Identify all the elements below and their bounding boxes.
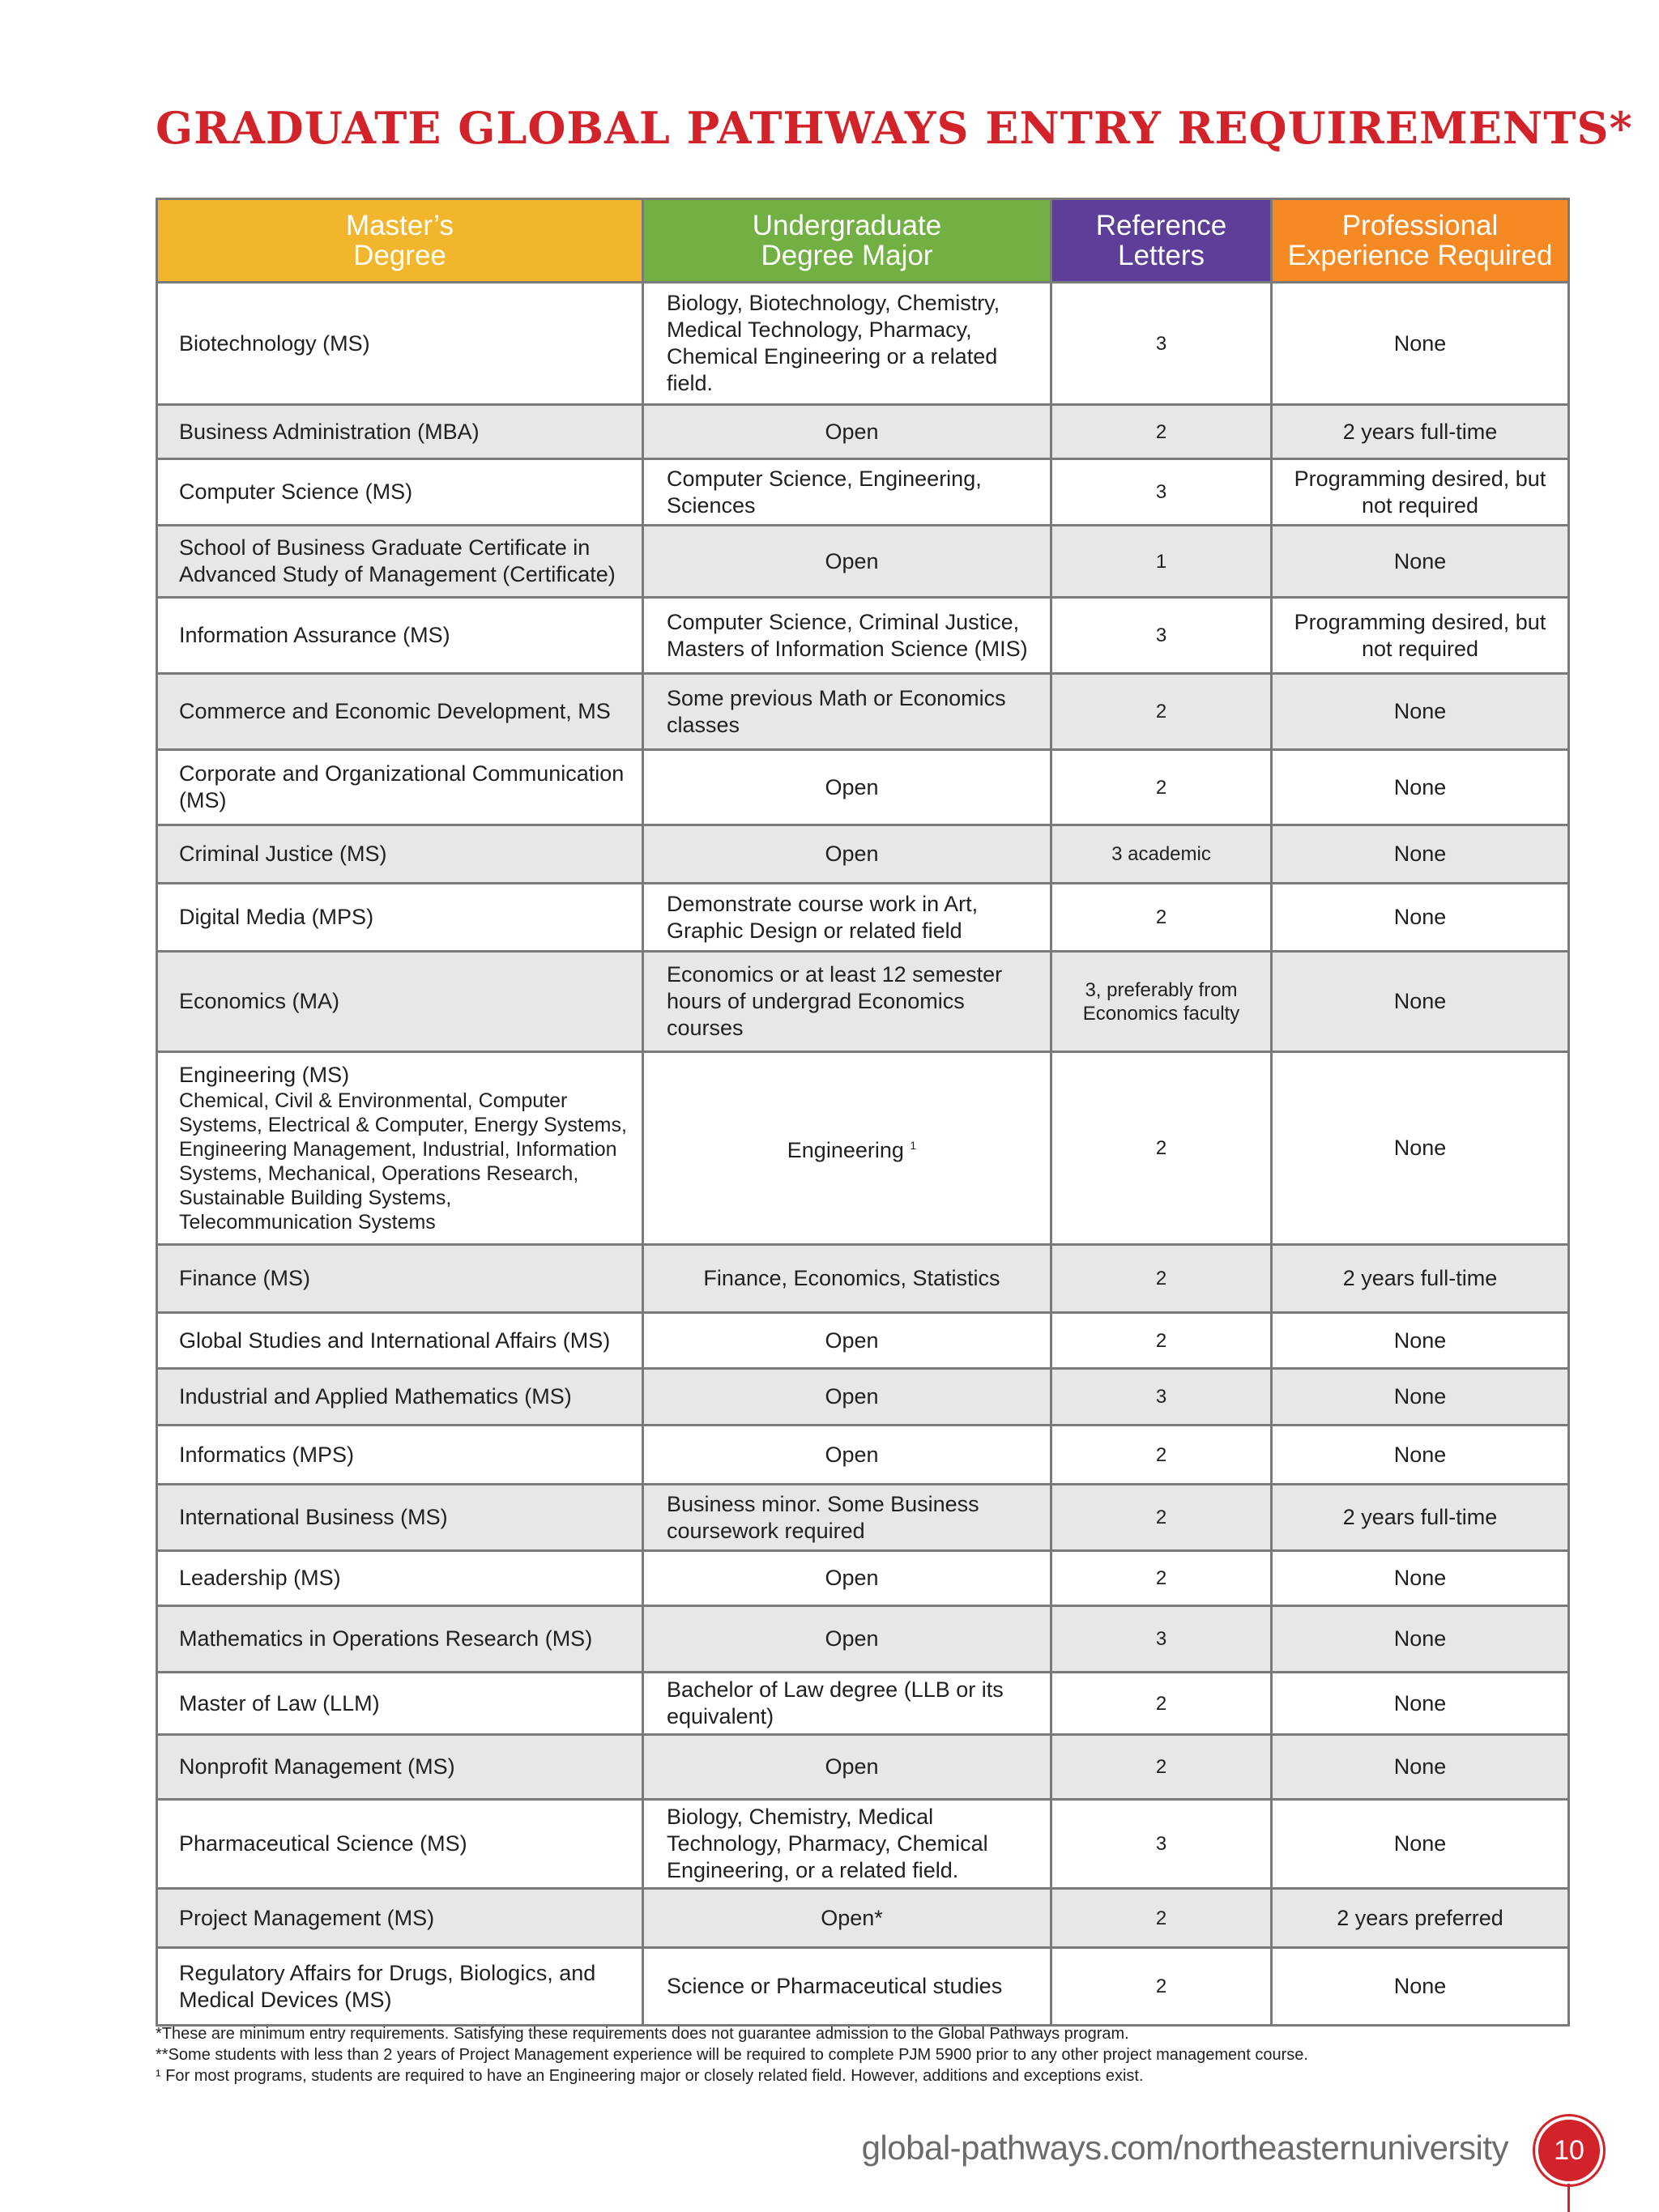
cell-undergraduate-major: [643, 1948, 1051, 2026]
degree-name: Project Management (MS): [179, 1905, 435, 1930]
requirements-table: [156, 198, 1570, 2027]
cell-undergraduate-major: [643, 1052, 1051, 1245]
degree-name: Informatics (MPS): [179, 1442, 355, 1467]
cell-masters-degree: [157, 526, 643, 598]
footnote: *These are minimum entry requirements. Satisfying these requirements does not guarantee admission to the Global Pathways program.: [156, 2025, 1129, 2043]
cell-masters-degree: [157, 825, 643, 884]
cell-professional-experience: None: [1272, 952, 1569, 1052]
major-text: Computer Science, Engineering, Sciences: [667, 466, 982, 518]
page-number-line: [1567, 2184, 1570, 2212]
cell-undergraduate-major: [643, 1369, 1051, 1426]
major-text: Open: [825, 774, 879, 799]
table-row: [157, 1485, 1569, 1551]
footer-url: global-pathways.com/northeasternuniversity: [861, 2129, 1508, 2167]
cell-masters-degree: [157, 750, 643, 825]
cell-masters-degree: [157, 1673, 643, 1735]
cell-professional-experience: None: [1272, 825, 1569, 884]
header-text: Letters: [1118, 240, 1205, 271]
cell-professional-experience: 2 years full-time: [1272, 1485, 1569, 1551]
cell-undergraduate-major: [643, 283, 1051, 405]
cell-reference-letters: 3, preferably from Economics faculty: [1051, 952, 1272, 1052]
cell-undergraduate-major: [643, 1673, 1051, 1735]
cell-masters-degree: [157, 1245, 643, 1313]
cell-undergraduate-major: [643, 884, 1051, 952]
cell-masters-degree: [157, 459, 643, 526]
table-row: [157, 283, 1569, 405]
table-row: [157, 1052, 1569, 1245]
cell-professional-experience: None: [1272, 1551, 1569, 1606]
footnotes: [156, 2023, 1567, 2086]
header-text: Professional: [1341, 210, 1499, 241]
cell-undergraduate-major: [643, 459, 1051, 526]
cell-masters-degree: [157, 1889, 643, 1948]
table-row: [157, 952, 1569, 1052]
cell-professional-experience: None: [1272, 1369, 1569, 1426]
table-row: [157, 1313, 1569, 1369]
cell-undergraduate-major: [643, 1485, 1051, 1551]
header-text: Reference: [1095, 210, 1227, 241]
cell-reference-letters: 3: [1051, 598, 1272, 674]
cell-masters-degree: [157, 1052, 643, 1245]
page-number-badge: 10: [1535, 2116, 1603, 2184]
degree-name: Business Administration (MBA): [179, 419, 480, 444]
cell-undergraduate-major: [643, 825, 1051, 884]
cell-masters-degree: [157, 952, 643, 1052]
cell-professional-experience: None: [1272, 1735, 1569, 1800]
cell-undergraduate-major: [643, 750, 1051, 825]
requirements-table-container: [156, 198, 1567, 2027]
cell-reference-letters: 2: [1051, 1551, 1272, 1606]
degree-name: Computer Science (MS): [179, 479, 413, 504]
header-text: Undergraduate: [752, 210, 942, 241]
cell-professional-experience: None: [1272, 1426, 1569, 1485]
major-text: Open: [825, 1384, 879, 1409]
cell-professional-experience: None: [1272, 674, 1569, 750]
footnote: **Some students with less than 2 years of Project Management experience will be required to complete PJM 5900 prior to any other project management course.: [156, 2046, 1308, 2064]
degree-name: Global Studies and International Affairs (MS): [179, 1328, 611, 1353]
cell-reference-letters: 2: [1051, 1313, 1272, 1369]
degree-name: Leadership (MS): [179, 1566, 341, 1590]
cell-professional-experience: 2 years preferred: [1272, 1889, 1569, 1948]
cell-professional-experience: None: [1272, 1800, 1569, 1889]
table-row: [157, 598, 1569, 674]
cell-professional-experience: None: [1272, 884, 1569, 952]
cell-undergraduate-major: [643, 1245, 1051, 1313]
major-text: Biology, Chemistry, Medical Technology, Pharmacy, Chemical Engineering, or a related field.: [667, 1805, 988, 1882]
cell-masters-degree: [157, 674, 643, 750]
cell-reference-letters: 2: [1051, 1485, 1272, 1551]
major-text: Open: [825, 419, 879, 444]
major-text: Engineering: [787, 1138, 904, 1162]
cell-professional-experience: None: [1272, 526, 1569, 598]
degree-name: Pharmaceutical Science (MS): [179, 1831, 467, 1856]
cell-reference-letters: 2: [1051, 1673, 1272, 1735]
table-header-row: [157, 199, 1569, 283]
cell-reference-letters: 2: [1051, 1735, 1272, 1800]
major-text: Open: [825, 1566, 879, 1590]
degree-name: Economics (MA): [179, 989, 340, 1013]
cell-reference-letters: 1: [1051, 526, 1272, 598]
cell-professional-experience: None: [1272, 750, 1569, 825]
cell-masters-degree: [157, 1606, 643, 1673]
degree-name: International Business (MS): [179, 1505, 448, 1529]
cell-reference-letters: 2: [1051, 674, 1272, 750]
cell-masters-degree: [157, 1313, 643, 1369]
cell-professional-experience: None: [1272, 283, 1569, 405]
degree-name: Engineering (MS): [179, 1063, 350, 1087]
degree-concentrations: Chemical, Civil & Environmental, Computer Systems, Electrical & Computer, Energy Systems, Engineering Management, Industrial, Information Systems, Mechanical, Operations Research, Sustainable Building Systems, Telecommunication Systems: [179, 1089, 627, 1234]
cell-reference-letters: 3 academic: [1051, 825, 1272, 884]
degree-name: Biotechnology (MS): [179, 330, 370, 356]
cell-undergraduate-major: [643, 674, 1051, 750]
major-text: Bachelor of Law degree (LLB or its equivalent): [667, 1677, 1004, 1728]
degree-name: School of Business Graduate Certificate in Advanced Study of Management (Certificate): [179, 535, 616, 586]
cell-professional-experience: None: [1272, 1606, 1569, 1673]
table-body: [157, 283, 1569, 2026]
table-row: [157, 1735, 1569, 1800]
table-row: [157, 405, 1569, 459]
cell-undergraduate-major: [643, 1313, 1051, 1369]
table-row: [157, 526, 1569, 598]
header-text: Degree: [353, 240, 446, 271]
degree-name: Finance (MS): [179, 1266, 311, 1290]
cell-reference-letters: 2: [1051, 884, 1272, 952]
table-row: [157, 1245, 1569, 1313]
cell-professional-experience: Programming desired, but not required: [1272, 598, 1569, 674]
footnote: ¹ For most programs, students are required to have an Engineering major or closely related field. However, additions and exceptions exist.: [156, 2067, 1144, 2085]
header-text: Degree Major: [761, 240, 933, 271]
cell-reference-letters: 2: [1051, 1245, 1272, 1313]
major-text: Open: [825, 842, 879, 866]
major-text: Open: [825, 1442, 879, 1467]
cell-professional-experience: None: [1272, 1948, 1569, 2026]
cell-masters-degree: [157, 1426, 643, 1485]
footnote-marker: 1: [910, 1139, 917, 1152]
cell-professional-experience: None: [1272, 1052, 1569, 1245]
table-row: [157, 459, 1569, 526]
cell-masters-degree: [157, 1948, 643, 2026]
cell-reference-letters: 3: [1051, 1606, 1272, 1673]
cell-reference-letters: 3: [1051, 1369, 1272, 1426]
table-row: [157, 1606, 1569, 1673]
cell-reference-letters: 2: [1051, 1889, 1272, 1948]
degree-name: Industrial and Applied Mathematics (MS): [179, 1384, 572, 1409]
degree-name: Digital Media (MPS): [179, 905, 374, 929]
cell-professional-experience: Programming desired, but not required: [1272, 459, 1569, 526]
cell-undergraduate-major: [643, 1426, 1051, 1485]
degree-name: Master of Law (LLM): [179, 1690, 380, 1715]
cell-masters-degree: [157, 1800, 643, 1889]
cell-professional-experience: None: [1272, 1313, 1569, 1369]
table-row: [157, 825, 1569, 884]
table-row: [157, 1948, 1569, 2026]
header-reference-letters: [1051, 199, 1272, 283]
cell-undergraduate-major: [643, 952, 1051, 1052]
cell-undergraduate-major: [643, 598, 1051, 674]
page-title: GRADUATE GLOBAL PATHWAYS ENTRY REQUIREMENTS*: [156, 102, 1633, 154]
degree-name: Corporate and Organizational Communication (MS): [179, 761, 625, 812]
cell-undergraduate-major: [643, 1889, 1051, 1948]
cell-reference-letters: 3: [1051, 459, 1272, 526]
cell-undergraduate-major: [643, 405, 1051, 459]
header-undergraduate-major: [643, 199, 1051, 283]
cell-reference-letters: 2: [1051, 1948, 1272, 2026]
cell-reference-letters: 2: [1051, 1426, 1272, 1485]
major-text: Open*: [821, 1905, 883, 1930]
table-row: [157, 1426, 1569, 1485]
cell-masters-degree: [157, 884, 643, 952]
table-row: [157, 1800, 1569, 1889]
table-row: [157, 1673, 1569, 1735]
cell-masters-degree: [157, 1735, 643, 1800]
major-text: Open: [825, 1626, 879, 1651]
header-text: Experience Required: [1287, 240, 1553, 271]
major-text: Open: [825, 1754, 879, 1779]
degree-name: Criminal Justice (MS): [179, 842, 387, 866]
table-row: [157, 1889, 1569, 1948]
header-professional-experience: [1272, 199, 1569, 283]
degree-name: Information Assurance (MS): [179, 623, 450, 647]
major-text: Economics or at least 12 semester hours of undergrad Economics courses: [667, 962, 1003, 1040]
degree-name: Nonprofit Management (MS): [179, 1754, 455, 1779]
header-masters-degree: [157, 199, 643, 283]
table-row: [157, 750, 1569, 825]
major-text: Science or Pharmaceutical studies: [667, 1974, 1003, 1998]
degree-name: Mathematics in Operations Research (MS): [179, 1626, 593, 1651]
table-row: [157, 1551, 1569, 1606]
table-row: [157, 1369, 1569, 1426]
cell-masters-degree: [157, 405, 643, 459]
major-text: Computer Science, Criminal Justice, Masters of Information Science (MIS): [667, 609, 1028, 661]
cell-masters-degree: [157, 1485, 643, 1551]
cell-undergraduate-major: [643, 1800, 1051, 1889]
degree-name: Regulatory Affairs for Drugs, Biologics, and Medical Devices (MS): [179, 1960, 596, 2012]
major-text: Open: [825, 1328, 879, 1353]
cell-masters-degree: [157, 1551, 643, 1606]
cell-professional-experience: None: [1272, 1673, 1569, 1735]
cell-undergraduate-major: [643, 1551, 1051, 1606]
table-row: [157, 884, 1569, 952]
major-text: Demonstrate course work in Art, Graphic Design or related field: [667, 891, 979, 943]
cell-undergraduate-major: [643, 1606, 1051, 1673]
cell-masters-degree: [157, 283, 643, 405]
major-text: Finance, Economics, Statistics: [703, 1266, 1000, 1290]
cell-masters-degree: [157, 1369, 643, 1426]
cell-professional-experience: 2 years full-time: [1272, 1245, 1569, 1313]
cell-undergraduate-major: [643, 1735, 1051, 1800]
cell-reference-letters: 3: [1051, 283, 1272, 405]
major-text: Biology, Biotechnology, Chemistry, Medical Technology, Pharmacy, Chemical Engineering or a related field.: [667, 291, 1000, 395]
cell-undergraduate-major: [643, 526, 1051, 598]
cell-reference-letters: 2: [1051, 750, 1272, 825]
header-text: Master’s: [346, 210, 454, 241]
table-row: [157, 674, 1569, 750]
major-text: Some previous Math or Economics classes: [667, 685, 1006, 737]
major-text: Open: [825, 548, 879, 573]
cell-reference-letters: 3: [1051, 1800, 1272, 1889]
cell-professional-experience: 2 years full-time: [1272, 405, 1569, 459]
degree-name: Commerce and Economic Development, MS: [179, 699, 611, 723]
cell-reference-letters: 2: [1051, 405, 1272, 459]
major-text: Business minor. Some Business coursework required: [667, 1491, 979, 1543]
cell-reference-letters: 2: [1051, 1052, 1272, 1245]
cell-masters-degree: [157, 598, 643, 674]
